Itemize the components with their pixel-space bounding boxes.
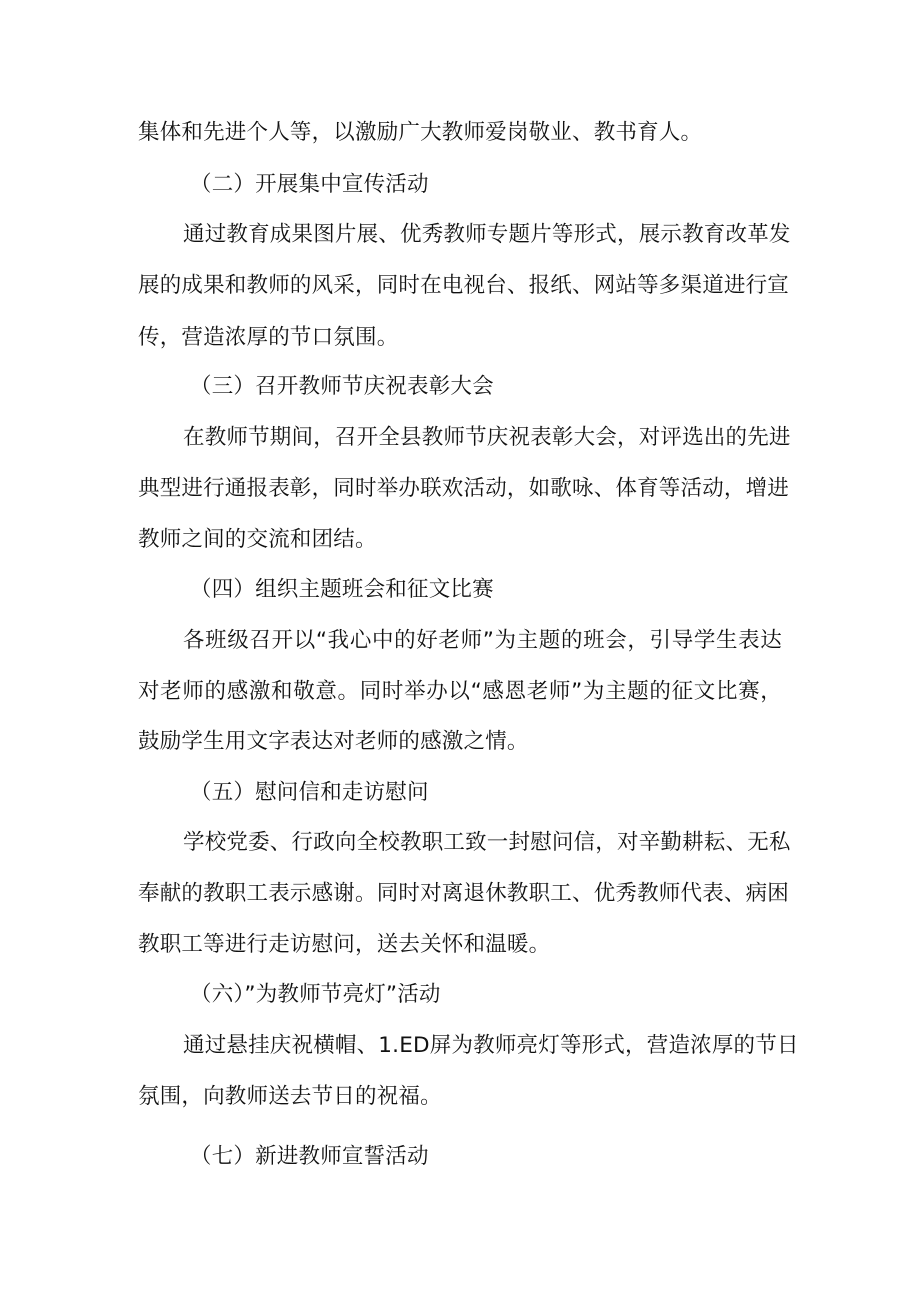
paragraph-line: 鼓励学生用文字表达对老师的感激之情。 xyxy=(138,729,529,754)
paragraph-line: 在教师节期间，召开全县教师节庆祝表彰大会，对评选出的先进 xyxy=(183,425,791,450)
section-heading-7: （七）新进教师宣誓活动 xyxy=(190,1144,429,1169)
paragraph-line: 奉献的教职工表示感谢。同时对离退休教职工、优秀教师代表、病困 xyxy=(138,881,790,906)
paragraph-line: 教师之间的交流和团结。 xyxy=(138,527,377,552)
paragraph-line: 对老师的感激和敬意。同时举办以“感恩老师”为主题的征文比赛， xyxy=(138,679,782,704)
section-heading-3: （三）召开教师节庆祝表彰大会 xyxy=(190,374,494,399)
paragraph-line: 教职工等进行走访慰问，送去关怀和温暖。 xyxy=(138,932,551,957)
section-heading-4: （四）组织主题班会和征文比赛 xyxy=(190,577,494,602)
paragraph-line: 学校党委、行政向全校教职工致一封慰问信，对辛勤耕耘、无私 xyxy=(183,830,791,855)
paragraph-line: 传，营造浓厚的节口氛围。 xyxy=(138,325,399,350)
paragraph-line: 各班级召开以“我心中的好老师”为主题的班会，引导学生表达 xyxy=(183,628,782,653)
paragraph-line: 展的成果和教师的风采，同时在电视台、报纸、网站等多渠道进行宣 xyxy=(138,273,790,298)
paragraph-line: 通过悬挂庆祝横帽、1.ED屏为教师亮灯等形式，营造浓厚的节日 xyxy=(183,1033,799,1058)
paragraph-line: 典型进行通报表彰，同时举办联欢活动，如歌咏、体育等活动，增进 xyxy=(138,476,790,501)
paragraph-line: 通过教育成果图片展、优秀教师专题片等形式，展示教育改革发 xyxy=(183,222,791,247)
section-heading-6: （六）”为教师节亮灯”活动 xyxy=(190,982,441,1007)
section-heading-2: （二）开展集中宣传活动 xyxy=(190,172,429,197)
paragraph-line: 氛围，向教师送去节日的祝福。 xyxy=(138,1084,442,1109)
paragraph-line: 集体和先进个人等，以激励广大教师爱岗敬业、教书育人。 xyxy=(138,120,703,145)
section-heading-5: （五）慰问信和走访慰问 xyxy=(190,780,429,805)
